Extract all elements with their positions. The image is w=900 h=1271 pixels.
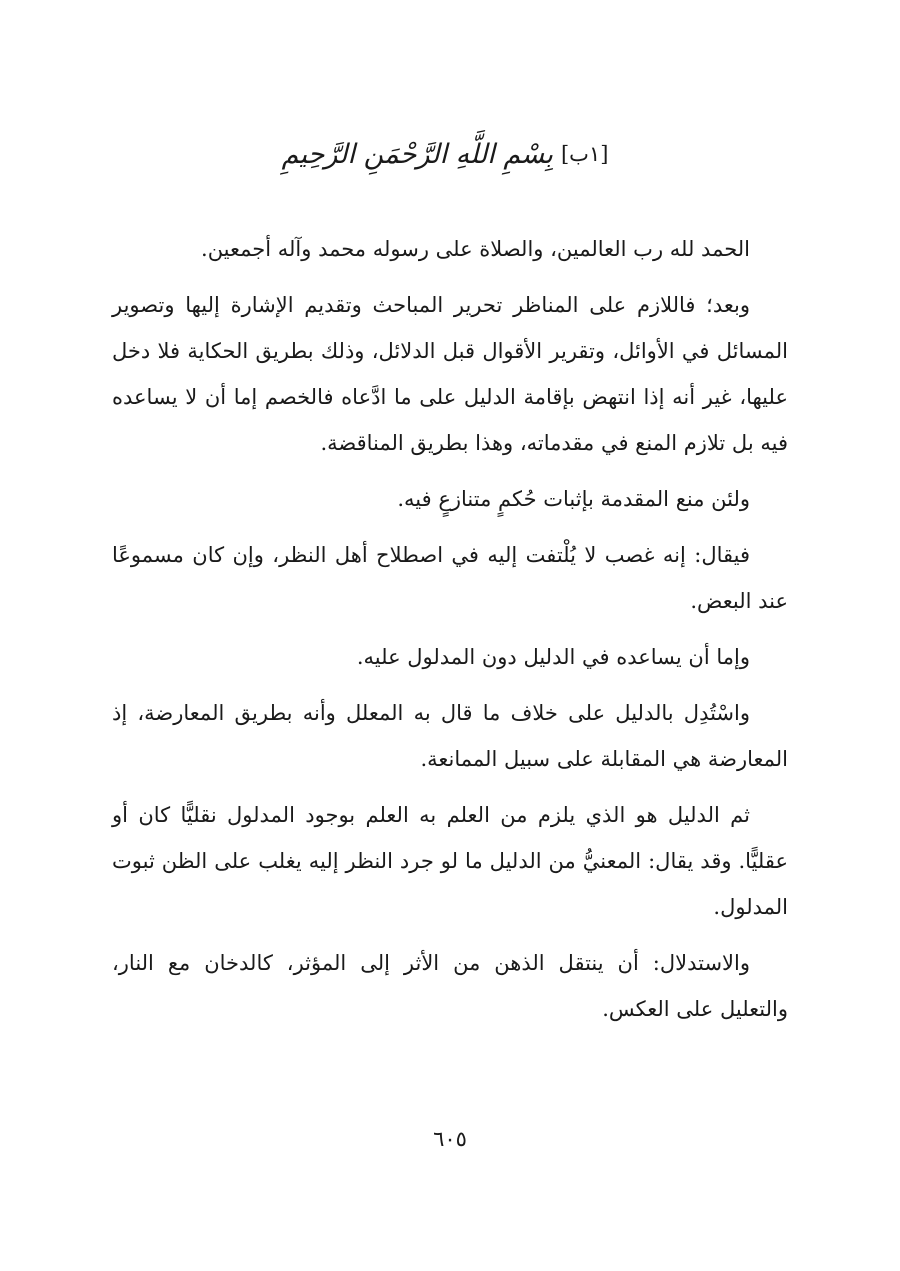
paragraph-premise-denial: ولئن منع المقدمة بإثبات حُكمٍ متنازعٍ فيه. xyxy=(397,487,750,511)
paragraph-praise: الحمد لله رب العالمين، والصلاة على رسوله محمد وآله أجمعين. xyxy=(201,237,750,261)
folio-reference: [١ب] xyxy=(560,141,609,166)
page-header xyxy=(240,126,650,182)
paragraph-inference-definition: والاستدلال: أن ينتقل الذهن من الأثر إلى المؤثر، كالدخان مع النار، والتعليل على العكس. xyxy=(112,951,788,1021)
paragraph-introduction: وبعد؛ فاللازم على المناظر تحرير المباحث وتقديم الإشارة إليها وتصوير المسائل في الأوائل، وتقرير الأقوال قبل الدلائل، وذلك بطريق الحكاية فلا دخل عليها، غير أنه إذا انتهض بإقامة الدليل على ما ادَّعاه فالخصم إما أن لا يساعده فيه بل تلازم المنع في مقدماته، وهذا بطريق المناقضة. xyxy=(112,293,788,455)
paragraph-assist-evidence: وإما أن يساعده في الدليل دون المدلول عليه. xyxy=(356,645,750,669)
body-text xyxy=(112,226,788,1042)
page-number: ٦٠٥ xyxy=(433,1127,467,1151)
paragraph-opposition: واسْتُدِل بالدليل على خلاف ما قال به المعلل وأنه بطريق المعارضة، إذ المعارضة هي المقابلة على سبيل الممانعة. xyxy=(112,701,788,771)
paragraph-usurpation: فيقال: إنه غصب لا يُلْتفت إليه في اصطلاح أهل النظر، وإن كان مسموعًا عند البعض. xyxy=(112,543,788,613)
basmala-heading: بِسْمِ اللَّهِ الرَّحْمَنِ الرَّحِيمِ xyxy=(281,138,553,170)
paragraph-evidence-definition: ثم الدليل هو الذي يلزم من العلم به العلم بوجود المدلول نقليًّا كان أو عقليًّا. وقد يقال: المعنيُّ من الدليل ما لو جرد النظر إليه يغلب على الظن ثبوت المدلول. xyxy=(112,803,788,919)
